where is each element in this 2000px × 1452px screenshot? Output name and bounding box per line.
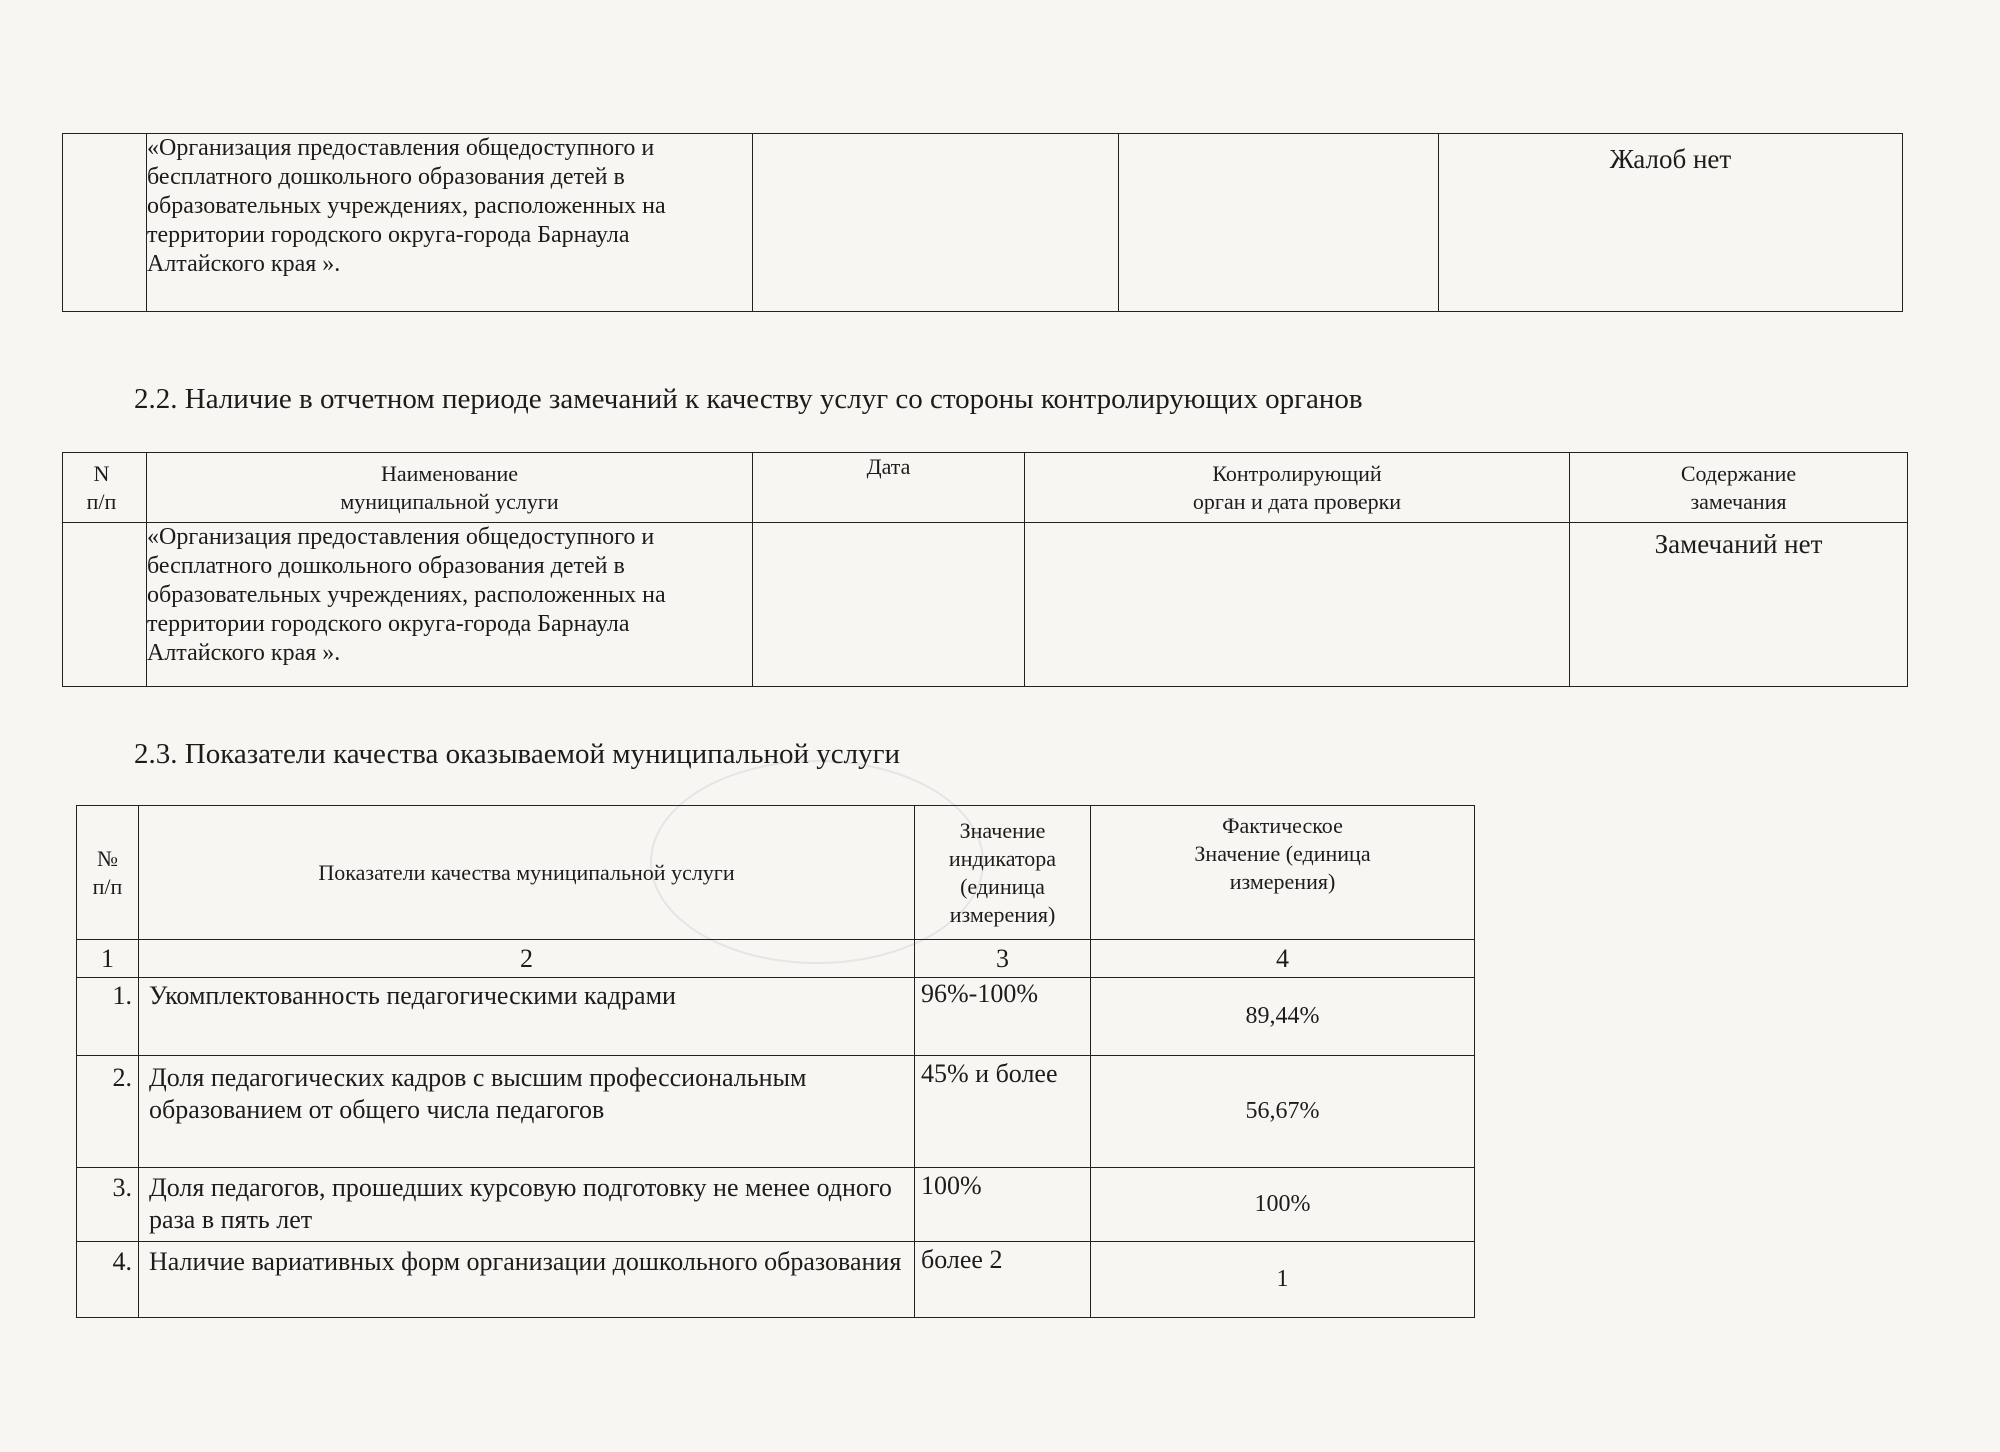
header-indicator-value: Значение индикатора (единица измерения) bbox=[915, 806, 1091, 940]
header-content: Содержание замечания bbox=[1570, 453, 1908, 523]
inspection-date-cell bbox=[753, 523, 1025, 687]
inspection-num-cell bbox=[63, 523, 147, 687]
row-indicator: Укомплектованность педагогическими кадрами bbox=[139, 978, 915, 1056]
column-number-3: 3 bbox=[915, 940, 1091, 978]
header-actual-value: Фактическое Значение (единица измерения) bbox=[1091, 806, 1475, 940]
header-date: Дата bbox=[753, 453, 1025, 523]
column-number-4: 4 bbox=[1091, 940, 1475, 978]
section-2-2-title: 2.2. Наличие в отчетном периоде замечаний к качеству услуг со стороны контролирующих органов bbox=[134, 383, 1363, 415]
row-num: 3. bbox=[77, 1168, 139, 1242]
complaints-date-cell bbox=[753, 134, 1119, 312]
row-actual-value: 56,67% bbox=[1091, 1056, 1475, 1168]
row-indicator-value: 45% и более bbox=[915, 1056, 1091, 1168]
table-row bbox=[77, 1242, 1475, 1318]
table-row bbox=[77, 1056, 1475, 1168]
row-num: 2. bbox=[77, 1056, 139, 1168]
header-indicator: Показатели качества муниципальной услуги bbox=[139, 806, 915, 940]
row-actual-value: 1 bbox=[1091, 1242, 1475, 1318]
inspection-control-cell bbox=[1025, 523, 1570, 687]
row-indicator-value: 100% bbox=[915, 1168, 1091, 1242]
table-row bbox=[63, 523, 1908, 687]
inspections-table bbox=[62, 452, 1908, 687]
row-indicator: Наличие вариативных форм организации дошкольного образования bbox=[139, 1242, 915, 1318]
header-service-name: Наименование муниципальной услуги bbox=[147, 453, 753, 523]
table-header-row bbox=[63, 453, 1908, 523]
row-indicator-value: более 2 bbox=[915, 1242, 1091, 1318]
row-num: 1. bbox=[77, 978, 139, 1056]
complaints-control-cell bbox=[1119, 134, 1439, 312]
table-row bbox=[63, 134, 1903, 312]
header-num: N п/п bbox=[63, 453, 147, 523]
row-num: 4. bbox=[77, 1242, 139, 1318]
row-indicator: Доля педагогических кадров с высшим профессиональным образованием от общего числа педагогов bbox=[139, 1056, 915, 1168]
complaints-service-cell: «Организация предоставления общедоступного и бесплатного дошкольного образования детей в образовательных учреждениях, расположенных на территории городского округа-города Барнаула Алтайского края ». bbox=[147, 134, 753, 312]
column-number-row bbox=[77, 940, 1475, 978]
row-actual-value: 100% bbox=[1091, 1168, 1475, 1242]
row-indicator-value: 96%-100% bbox=[915, 978, 1091, 1056]
inspection-note: Замечаний нет bbox=[1654, 529, 1823, 559]
column-number-1: 1 bbox=[77, 940, 139, 978]
inspection-service-cell: «Организация предоставления общедоступного и бесплатного дошкольного образования детей в образовательных учреждениях, расположенных на территории городского округа-города Барнаула Алтайского края ». bbox=[147, 523, 753, 687]
complaints-note-cell bbox=[1439, 134, 1903, 312]
header-control: Контролирующий орган и дата проверки bbox=[1025, 453, 1570, 523]
row-indicator: Доля педагогов, прошедших курсовую подготовку не менее одного раза в пять лет bbox=[139, 1168, 915, 1242]
table-header-row bbox=[77, 806, 1475, 940]
table-row bbox=[77, 978, 1475, 1056]
row-actual-value: 89,44% bbox=[1091, 978, 1475, 1056]
column-number-2: 2 bbox=[139, 940, 915, 978]
inspection-note-cell bbox=[1570, 523, 1908, 687]
section-2-3-title: 2.3. Показатели качества оказываемой муниципальной услуги bbox=[134, 738, 901, 770]
complaints-note: Жалоб нет bbox=[1609, 144, 1732, 174]
table-row bbox=[77, 1168, 1475, 1242]
complaints-num-cell bbox=[63, 134, 147, 312]
quality-table bbox=[76, 805, 1475, 1318]
header-num: № п/п bbox=[77, 806, 139, 940]
complaints-table bbox=[62, 133, 1903, 312]
